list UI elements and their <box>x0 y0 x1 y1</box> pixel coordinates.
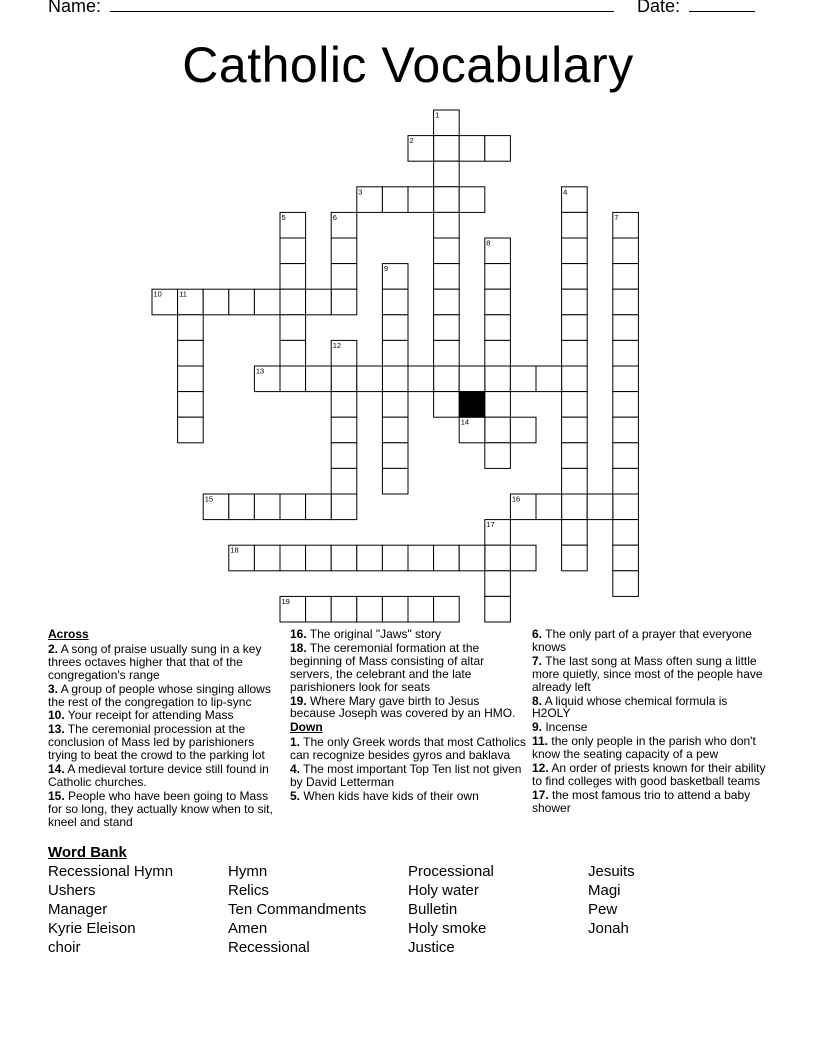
grid-cell[interactable] <box>382 289 408 315</box>
grid-cell[interactable] <box>178 392 204 418</box>
grid-cell[interactable] <box>382 468 408 494</box>
clue <box>48 683 280 709</box>
grid-cell[interactable] <box>485 136 511 162</box>
clue-number: 4. <box>290 762 301 777</box>
grid-cell[interactable] <box>331 212 357 238</box>
grid-number: 17 <box>486 520 495 530</box>
grid-cell[interactable] <box>485 366 511 392</box>
clue-text: Incense <box>542 720 588 735</box>
clue-number: 17. <box>532 787 549 802</box>
grid-cell[interactable] <box>434 212 460 238</box>
grid-number: 18 <box>230 545 239 555</box>
grid-cell[interactable] <box>178 315 204 341</box>
clue-text: Where Mary gave birth to Jesus because Joseph was covered by an HMO. <box>290 693 516 721</box>
grid-cell[interactable] <box>562 545 588 571</box>
grid-cell[interactable] <box>229 289 255 315</box>
grid-cell[interactable] <box>434 366 460 392</box>
grid-cell[interactable] <box>408 366 434 392</box>
clue <box>290 642 526 694</box>
grid-cell[interactable] <box>408 596 434 622</box>
grid-cell[interactable] <box>357 596 383 622</box>
word-bank-item: Jonah <box>588 920 629 937</box>
across-heading: Across <box>48 627 89 641</box>
grid-cell[interactable] <box>280 315 306 341</box>
grid-cell[interactable] <box>613 212 639 238</box>
grid-cell[interactable] <box>331 468 357 494</box>
header <box>48 0 755 17</box>
grid-cell[interactable] <box>434 545 460 571</box>
grid-cell[interactable] <box>613 520 639 546</box>
grid-cell[interactable] <box>613 494 639 520</box>
grid-cell[interactable] <box>382 315 408 341</box>
clues-column-1 <box>48 628 280 830</box>
word-bank-item: Magi <box>588 882 621 899</box>
grid-cell[interactable] <box>485 392 511 418</box>
grid-cell[interactable] <box>306 596 332 622</box>
grid-cell[interactable] <box>280 340 306 366</box>
page-title: Catholic Vocabulary <box>182 37 634 93</box>
grid-cell[interactable] <box>280 238 306 264</box>
word-bank-item: Kyrie Eleison <box>48 920 136 937</box>
grid-cell[interactable] <box>485 571 511 597</box>
word-bank-item: Bulletin <box>408 901 458 918</box>
clue-number: 12. <box>532 761 549 776</box>
grid-cell[interactable] <box>613 545 639 571</box>
grid-cell[interactable] <box>229 494 255 520</box>
word-bank-item: Ushers <box>48 882 96 899</box>
grid-cell[interactable] <box>229 545 255 571</box>
grid-cell[interactable] <box>434 238 460 264</box>
grid-cell[interactable] <box>434 289 460 315</box>
name-label: Name: <box>48 0 102 16</box>
grid-cell[interactable] <box>331 494 357 520</box>
grid-number: 19 <box>281 596 290 606</box>
grid-cell[interactable] <box>178 340 204 366</box>
grid-number: 16 <box>511 494 521 504</box>
word-bank-title: Word Bank <box>48 844 127 861</box>
word-bank-item: Processional <box>408 863 494 880</box>
clue <box>532 721 768 734</box>
grid-cell[interactable] <box>357 187 383 213</box>
clue-number: 18. <box>290 640 307 655</box>
grid-cell[interactable] <box>382 392 408 418</box>
grid-cell[interactable] <box>408 545 434 571</box>
grid-number: 10 <box>153 289 162 299</box>
grid-cell[interactable] <box>331 443 357 469</box>
grid-cell[interactable] <box>562 212 588 238</box>
grid-cell[interactable] <box>613 571 639 597</box>
grid-cell[interactable] <box>254 366 280 392</box>
grid-cell[interactable] <box>382 264 408 290</box>
grid-cell[interactable] <box>587 494 613 520</box>
clue-text: The last song at Mass often sung a little more quietly, since most of the people have already left <box>532 653 763 694</box>
clue <box>532 789 768 815</box>
clue <box>48 723 280 762</box>
grid-cell[interactable] <box>357 366 383 392</box>
name-field[interactable] <box>110 0 614 12</box>
clue-text: When kids have kids of their own <box>300 788 479 803</box>
clue <box>532 628 768 654</box>
grid-cell[interactable] <box>459 366 485 392</box>
grid-number: 14 <box>460 417 470 427</box>
date-field[interactable] <box>689 0 755 12</box>
grid-cell[interactable] <box>536 366 562 392</box>
grid-number: 1 <box>435 110 440 120</box>
grid-number: 11 <box>179 289 187 299</box>
grid-cell[interactable] <box>306 545 332 571</box>
grid-number: 13 <box>255 366 265 376</box>
clue-number: 11. <box>532 734 549 749</box>
clue-number: 16. <box>290 627 307 641</box>
clue-text: A group of people whose singing allows the rest of the congregation to lip-sync <box>48 681 271 709</box>
grid-cell[interactable] <box>254 494 280 520</box>
grid-cell[interactable] <box>613 289 639 315</box>
word-bank-item: Justice <box>408 939 455 956</box>
grid-number: 5 <box>281 212 286 222</box>
grid-cell[interactable] <box>434 264 460 290</box>
grid-cell[interactable] <box>562 289 588 315</box>
clue <box>290 736 526 762</box>
clue-number: 9. <box>532 720 543 735</box>
clue <box>532 762 768 788</box>
grid-cell[interactable] <box>280 212 306 238</box>
grid-cell[interactable] <box>562 417 588 443</box>
clue <box>290 628 526 641</box>
clue-text: A liquid whose chemical formula is H2OLY <box>532 693 728 721</box>
grid-number: 9 <box>383 264 389 274</box>
clue-number: 5. <box>290 788 301 803</box>
grid-cell[interactable] <box>485 545 511 571</box>
clue-text: the only people in the parish who don't know the seating capacity of a pew <box>532 734 756 762</box>
grid-number: 2 <box>409 136 414 146</box>
grid-cell[interactable] <box>331 392 357 418</box>
clue-number: 3. <box>48 681 59 696</box>
grid-cell[interactable] <box>434 392 460 418</box>
clue-number: 2. <box>48 641 59 656</box>
word-bank-item: choir <box>48 939 81 956</box>
grid-cell[interactable] <box>562 238 588 264</box>
clue-text: A song of praise usually sung in a key threes octaves higher that that of the congregation's range <box>48 641 262 682</box>
clues-column-2 <box>290 628 526 804</box>
clue-text: The only Greek words that most Catholics can recognize besides gyros and baklava <box>290 735 526 763</box>
clues-column-3 <box>532 628 768 816</box>
grid-cell[interactable] <box>510 494 536 520</box>
clue-text: A medieval torture device still found in Catholic churches. <box>48 762 269 789</box>
grid-cell[interactable] <box>254 289 280 315</box>
clue <box>48 643 280 682</box>
grid-cell[interactable] <box>331 238 357 264</box>
grid-cell[interactable] <box>331 417 357 443</box>
word-bank-item: Holy water <box>408 882 479 899</box>
clue-text: The ceremonial procession at the conclusion of Mass led by parishioners trying to beat the crowd to the parking lot <box>48 722 265 763</box>
grid-cell[interactable] <box>408 136 434 162</box>
grid-cell[interactable] <box>434 136 460 162</box>
word-bank-item: Amen <box>228 920 268 937</box>
grid-cell[interactable] <box>280 596 306 622</box>
clue-text: The ceremonial formation at the beginning of Mass consisting of altar servers, the celebrant and the late parishioners look for seats <box>290 640 485 694</box>
clue-number: 19. <box>290 693 307 708</box>
grid-cell[interactable] <box>331 340 357 366</box>
grid-number: 3 <box>358 187 363 197</box>
clue-number: 10. <box>48 708 65 723</box>
grid-cell[interactable] <box>408 187 434 213</box>
clue-number: 1. <box>290 735 301 750</box>
grid-cell[interactable] <box>613 340 639 366</box>
grid-cell[interactable] <box>280 545 306 571</box>
grid-cell[interactable] <box>434 161 460 187</box>
grid-cell[interactable] <box>203 494 229 520</box>
grid-cell[interactable] <box>331 545 357 571</box>
grid-cell[interactable] <box>280 264 306 290</box>
grid-cell[interactable] <box>459 187 485 213</box>
grid-cell[interactable] <box>331 596 357 622</box>
clue <box>532 655 768 694</box>
grid-cell[interactable] <box>562 443 588 469</box>
grid-cell[interactable] <box>331 366 357 392</box>
grid-cell[interactable] <box>485 443 511 469</box>
grid-cell[interactable] <box>562 468 588 494</box>
clue-text: The original "Jaws" story <box>306 627 442 641</box>
clue-number: 8. <box>532 693 543 708</box>
grid-cell[interactable] <box>382 596 408 622</box>
grid-cell[interactable] <box>562 392 588 418</box>
grid-cell[interactable] <box>613 264 639 290</box>
grid-number: 4 <box>563 187 568 197</box>
grid-number: 7 <box>614 212 619 222</box>
grid-cell[interactable] <box>485 596 511 622</box>
word-bank-item: Recessional Hymn <box>48 863 174 880</box>
word-bank-item: Jesuits <box>588 863 635 880</box>
grid-cell[interactable] <box>485 340 511 366</box>
word-bank-item: Hymn <box>228 863 268 880</box>
clue-number: 15. <box>48 788 65 803</box>
grid-cell[interactable] <box>562 494 588 520</box>
grid-cell[interactable] <box>306 366 332 392</box>
grid-cell[interactable] <box>613 443 639 469</box>
grid-cell[interactable] <box>613 392 639 418</box>
grid-cell[interactable] <box>382 443 408 469</box>
grid-cell[interactable] <box>485 417 511 443</box>
grid-cell[interactable] <box>280 494 306 520</box>
clue <box>48 790 280 829</box>
clue-number: 13. <box>48 722 65 737</box>
word-bank-item: Ten Commandments <box>228 901 367 918</box>
clue-text: The most important Top Ten list not given by David Letterman <box>290 762 522 789</box>
grid-cell[interactable] <box>613 238 639 264</box>
grid-cell[interactable] <box>613 315 639 341</box>
date-label: Date: <box>637 0 681 16</box>
clue-text: The only part of a prayer that everyone knows <box>532 627 752 654</box>
grid-cell[interactable] <box>485 315 511 341</box>
word-bank-item: Manager <box>48 901 108 918</box>
grid-cell[interactable] <box>434 110 460 136</box>
grid-cell[interactable] <box>434 596 460 622</box>
grid-cell[interactable] <box>510 366 536 392</box>
clue-text: People who have been going to Mass for so long, they actually know when to sit, kneel and stand <box>48 788 273 829</box>
grid-cell[interactable] <box>485 238 511 264</box>
grid-cell[interactable] <box>459 417 485 443</box>
grid-cell[interactable] <box>331 289 357 315</box>
clue-text: Your receipt for attending Mass <box>64 708 234 723</box>
grid-cell[interactable] <box>152 289 178 315</box>
grid-cell[interactable] <box>459 136 485 162</box>
clue-text: An order of priests known for their ability to find colleges with good basketball teams <box>532 761 766 788</box>
grid-number: 12 <box>332 340 342 350</box>
grid-number: 8 <box>486 238 491 248</box>
clue <box>290 695 526 721</box>
grid-cell[interactable] <box>306 289 332 315</box>
grid-cell[interactable] <box>510 417 536 443</box>
clue <box>532 695 768 721</box>
grid-cell[interactable] <box>562 264 588 290</box>
black-cell <box>459 392 485 418</box>
grid-cell[interactable] <box>280 366 306 392</box>
word-bank-item: Pew <box>588 901 618 918</box>
grid-cell[interactable] <box>382 340 408 366</box>
grid-cell[interactable] <box>382 417 408 443</box>
grid-cell[interactable] <box>562 315 588 341</box>
grid-number: 15 <box>204 494 214 504</box>
grid-cell[interactable] <box>254 545 280 571</box>
clue-number: 7. <box>532 653 543 668</box>
grid-cell[interactable] <box>613 366 639 392</box>
grid-cell[interactable] <box>178 366 204 392</box>
clue <box>48 763 280 789</box>
grid-cell[interactable] <box>562 187 588 213</box>
grid-cell[interactable] <box>203 289 229 315</box>
clue <box>532 735 768 761</box>
grid-cell[interactable] <box>306 494 332 520</box>
word-bank-item: Recessional <box>228 939 310 956</box>
down-heading: Down <box>290 720 323 735</box>
grid-cell[interactable] <box>485 264 511 290</box>
grid-cell[interactable] <box>485 520 511 546</box>
grid-cell[interactable] <box>357 545 383 571</box>
word-bank-item: Holy smoke <box>408 920 487 937</box>
grid-cell[interactable] <box>485 289 511 315</box>
grid-cell[interactable] <box>331 264 357 290</box>
grid-number: 6 <box>332 212 337 222</box>
grid-cell[interactable] <box>562 340 588 366</box>
clue-number: 14. <box>48 762 65 777</box>
clue-text: the most famous trio to attend a baby shower <box>532 787 751 815</box>
clue <box>290 790 526 803</box>
clue <box>48 709 280 722</box>
grid-cell[interactable] <box>613 417 639 443</box>
clue <box>290 763 526 789</box>
grid-cell[interactable] <box>536 494 562 520</box>
grid-cell[interactable] <box>434 187 460 213</box>
grid-cell[interactable] <box>434 315 460 341</box>
grid-cell[interactable] <box>562 520 588 546</box>
grid-cell[interactable] <box>510 545 536 571</box>
grid-cell[interactable] <box>382 366 408 392</box>
word-bank-item: Relics <box>228 882 269 899</box>
grid-cell[interactable] <box>562 366 588 392</box>
word-bank <box>48 862 768 957</box>
grid-cell[interactable] <box>434 340 460 366</box>
grid-cell[interactable] <box>459 545 485 571</box>
grid-cell[interactable] <box>178 289 204 315</box>
grid-cell[interactable] <box>382 545 408 571</box>
grid-cell[interactable] <box>382 187 408 213</box>
grid-cell[interactable] <box>178 417 204 443</box>
grid-cell[interactable] <box>613 468 639 494</box>
grid-cell[interactable] <box>280 289 306 315</box>
clue-number: 6. <box>532 627 543 641</box>
